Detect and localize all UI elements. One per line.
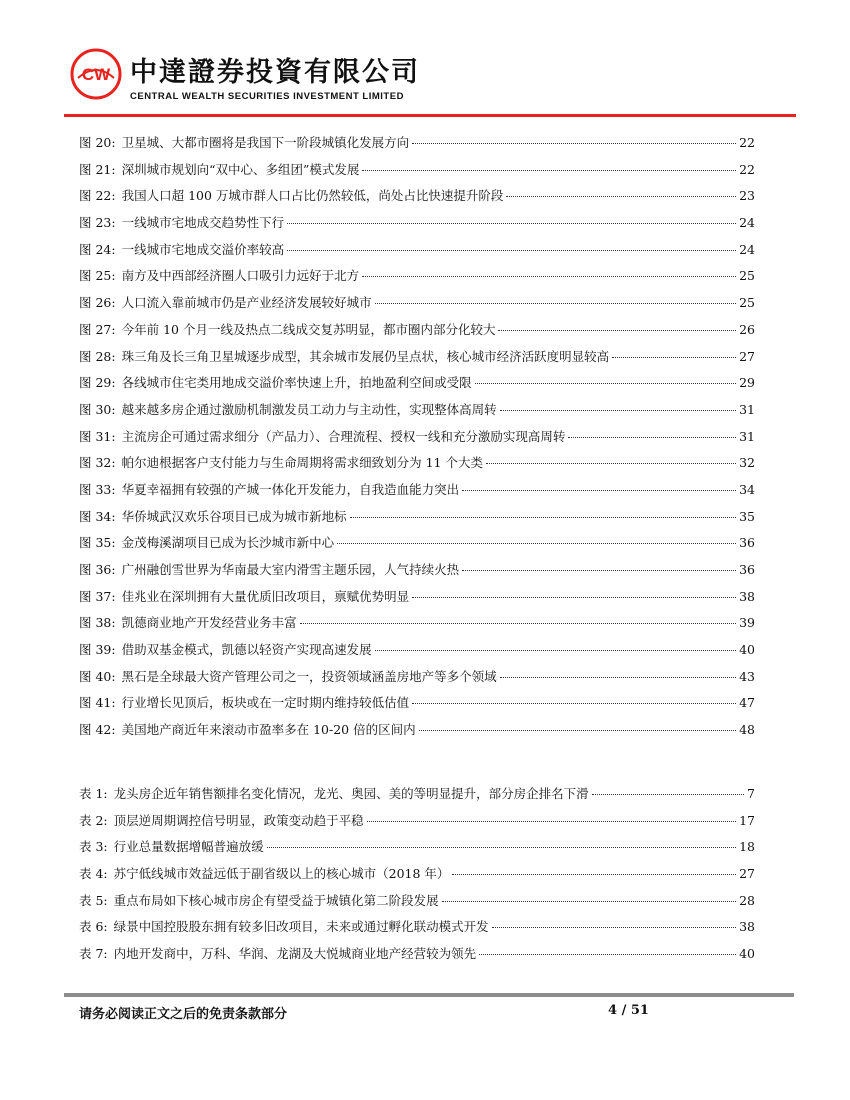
figure-page: 24: [739, 215, 755, 231]
dot-leader: [267, 847, 736, 848]
figure-title: 借助双基金模式，凯德以轻资产实现高速发展: [121, 642, 372, 658]
figure-label: 图 40:: [79, 668, 116, 684]
figure-page: 23: [739, 188, 755, 204]
table-title: 苏宁低线城市效益远低于副省级以上的核心城市（2018 年）: [113, 866, 450, 882]
figure-page: 36: [739, 562, 755, 577]
table-title: 行业总量数据增幅普遍放缓: [113, 839, 264, 855]
figure-label: 图 21:: [79, 161, 116, 177]
figure-title: 金茂梅溪湖项目已成为长沙城市新中心: [121, 535, 335, 551]
table-entry[interactable]: [79, 917, 755, 944]
figure-title: 凯德商业地产开发经营业务丰富: [121, 615, 297, 631]
figure-title: 珠三角及长三角卫星城逐步成型，其余城市发展仍呈点状，核心城市经济活跃度明显较高: [121, 348, 610, 364]
figure-entry[interactable]: [79, 507, 755, 534]
figure-list: [79, 133, 755, 747]
figure-label: 图 30:: [79, 401, 116, 417]
table-title: 顶层逆周期调控信号明显，政策变动趋于平稳: [113, 812, 364, 828]
figure-title: 南方及中西部经济圈人口吸引力远好于北方: [121, 268, 360, 284]
table-label: 表 5:: [79, 892, 108, 908]
figure-label: 图 27:: [79, 321, 116, 337]
figure-entry[interactable]: [79, 293, 755, 320]
figure-title: 一线城市宅地成交趋势性下行: [121, 215, 285, 231]
table-label: 表 7:: [79, 946, 108, 962]
page-header: [0, 0, 850, 120]
dot-leader: [462, 570, 736, 571]
dot-leader: [500, 677, 736, 678]
dot-leader: [442, 901, 736, 902]
figure-page: 48: [739, 722, 755, 738]
dot-leader: [287, 250, 736, 251]
figure-page: 31: [739, 401, 755, 417]
table-title: 龙头房企近年销售额排名变化情况，龙光、奥园、美的等明显提升，部分房企排名下滑: [113, 786, 589, 801]
dot-leader: [375, 650, 736, 651]
figure-label: 图 37:: [79, 588, 116, 604]
figure-entry[interactable]: [79, 133, 755, 160]
company-logo: [70, 48, 122, 100]
figure-entry[interactable]: [79, 160, 755, 187]
table-entry[interactable]: [79, 811, 755, 838]
table-page: 27: [739, 866, 755, 882]
figure-label: 图 34:: [79, 508, 116, 524]
table-entry[interactable]: [79, 784, 755, 811]
dot-leader: [479, 954, 736, 955]
figure-page: 38: [739, 588, 755, 604]
table-entry[interactable]: [79, 864, 755, 891]
table-label: 表 2:: [79, 812, 108, 828]
figure-label: 图 24:: [79, 241, 116, 257]
dot-leader: [412, 597, 736, 598]
figure-label: 图 38:: [79, 615, 116, 631]
figure-title: 帕尔迪根据客户支付能力与生命周期将需求细致划分为 11 个大类: [121, 455, 483, 471]
dot-leader: [350, 517, 736, 518]
dot-leader: [462, 490, 736, 491]
footer-divider: [64, 993, 794, 997]
dot-leader: [486, 463, 736, 464]
figure-entry[interactable]: [79, 533, 755, 560]
figure-entry[interactable]: [79, 693, 755, 720]
company-name-en: CENTRAL WEALTH SECURITIES INVESTMENT LIMITED: [130, 91, 404, 102]
dot-leader: [506, 196, 736, 197]
figure-title: 行业增长见顶后，板块或在一定时期内维持较低估值: [121, 695, 410, 711]
figure-label: 图 39:: [79, 642, 116, 658]
figure-page: 24: [739, 241, 755, 257]
figure-entry[interactable]: [79, 720, 755, 747]
dot-leader: [592, 794, 744, 795]
figure-entry[interactable]: [79, 213, 755, 240]
figure-page: 29: [739, 375, 755, 391]
figure-entry[interactable]: [79, 427, 755, 454]
dot-leader: [337, 543, 736, 544]
table-title: 重点布局如下核心城市房企有望受益于城镇化第二阶段发展: [113, 892, 439, 908]
figure-page: 31: [739, 428, 755, 444]
figure-entry[interactable]: [79, 613, 755, 640]
figure-label: 图 36:: [79, 562, 116, 577]
figure-entry[interactable]: [79, 400, 755, 427]
table-label: 表 6:: [79, 919, 108, 935]
figure-entry[interactable]: [79, 373, 755, 400]
figure-label: 图 35:: [79, 535, 116, 551]
table-label: 表 3:: [79, 839, 108, 855]
figure-page: 26: [739, 321, 755, 337]
figure-title: 深圳城市规划向“双中心、多组团”模式发展: [121, 161, 360, 177]
dot-leader: [287, 223, 736, 224]
figure-label: 图 25:: [79, 268, 116, 284]
dot-leader: [500, 410, 736, 411]
dot-leader: [419, 730, 737, 731]
logo-text: CW: [81, 65, 111, 84]
figure-title: 人口流入靠前城市仍是产业经济发展较好城市: [121, 295, 372, 311]
figure-label: 图 26:: [79, 295, 116, 311]
figure-title: 华侨城武汉欢乐谷项目已成为城市新地标: [121, 508, 347, 524]
figure-title: 各线城市住宅类用地成交溢价率快速上升，拍地盈利空间或受限: [121, 375, 472, 391]
table-page: 28: [739, 892, 755, 908]
figure-label: 图 32:: [79, 455, 116, 471]
figure-label: 图 23:: [79, 215, 116, 231]
dot-leader: [412, 143, 736, 144]
figure-page: 32: [739, 455, 755, 471]
table-page: 18: [739, 839, 755, 855]
figure-title: 一线城市宅地成交溢价率较高: [121, 241, 285, 257]
figure-entry[interactable]: [79, 186, 755, 213]
figure-page: 35: [739, 508, 755, 524]
figure-title: 华夏幸福拥有较强的产城一体化开发能力，自我造血能力突出: [121, 481, 460, 497]
figure-title: 卫星城、大都市圈将是我国下一阶段城镇化发展方向: [121, 135, 410, 150]
table-page: 7: [747, 786, 755, 801]
figure-entry[interactable]: [79, 587, 755, 614]
dot-leader: [375, 303, 736, 304]
table-page: 38: [739, 919, 755, 935]
dot-leader: [300, 623, 736, 624]
figure-label: 图 20:: [79, 135, 116, 150]
figure-title: 主流房企可通过需求细分（产品力）、合理流程、授权一线和充分激励实现高周转: [121, 428, 566, 444]
footer-disclaimer: 请务必阅读正文之后的免责条款部分: [79, 1007, 288, 1022]
figure-title: 越来越多房企通过激励机制激发员工动力与主动性，实现整体高周转: [121, 401, 497, 417]
figure-title: 佳兆业在深圳拥有大量优质旧改项目，禀赋优势明显: [121, 588, 410, 604]
figure-entry[interactable]: [79, 667, 755, 694]
figure-title: 美国地产商近年来滚动市盈率多在 10-20 倍的区间内: [121, 722, 416, 738]
table-page: 17: [739, 812, 755, 828]
table-label: 表 4:: [79, 866, 108, 882]
dot-leader: [492, 927, 736, 928]
page-number: 4 / 51: [608, 1003, 649, 1018]
dot-leader: [612, 357, 736, 358]
figure-label: 图 42:: [79, 722, 116, 738]
figure-title: 我国人口超 100 万城市群人口占比仍然较低，尚处占比快速提升阶段: [121, 188, 504, 204]
figure-page: 39: [739, 615, 755, 631]
figure-label: 图 28:: [79, 348, 116, 364]
figure-page: 25: [739, 295, 755, 311]
figure-page: 22: [739, 161, 755, 177]
table-list: [79, 784, 755, 971]
dot-leader: [452, 874, 736, 875]
figure-title: 今年前 10 个月一线及热点二线成交复苏明显，都市圈内部分化较大: [121, 321, 496, 337]
figure-entry[interactable]: [79, 240, 755, 267]
dot-leader: [362, 276, 736, 277]
figure-page: 22: [739, 135, 755, 150]
figure-label: 图 33:: [79, 481, 116, 497]
figure-title: 黑石是全球最大资产管理公司之一，投资领域涵盖房地产等多个领域: [121, 668, 497, 684]
figure-entry[interactable]: [79, 347, 755, 374]
figure-entry[interactable]: [79, 480, 755, 507]
figure-entry[interactable]: [79, 640, 755, 667]
figure-entry[interactable]: [79, 560, 755, 587]
figure-page: 40: [739, 642, 755, 658]
figure-page: 36: [739, 535, 755, 551]
figure-label: 图 31:: [79, 428, 116, 444]
figure-title: 广州融创雪世界为华南最大室内滑雪主题乐园，人气持续火热: [121, 562, 460, 577]
figure-page: 47: [739, 695, 755, 711]
dot-leader: [367, 821, 736, 822]
table-entry[interactable]: [79, 944, 755, 971]
dot-leader: [475, 383, 736, 384]
table-label: 表 1:: [79, 786, 108, 801]
header-divider: [64, 114, 796, 117]
figure-entry[interactable]: [79, 320, 755, 347]
dot-leader: [362, 170, 736, 171]
figure-label: 图 41:: [79, 695, 116, 711]
table-page: 40: [739, 946, 755, 962]
figure-page: 34: [739, 481, 755, 497]
figure-page: 27: [739, 348, 755, 364]
figure-entry[interactable]: [79, 453, 755, 480]
table-entry[interactable]: [79, 837, 755, 864]
table-title: 内地开发商中，万科、华润、龙湖及大悦城商业地产经营较为领先: [113, 946, 477, 962]
figure-entry[interactable]: [79, 266, 755, 293]
dot-leader: [568, 437, 736, 438]
figure-page: 43: [739, 668, 755, 684]
dot-leader: [412, 703, 736, 704]
figure-label: 图 29:: [79, 375, 116, 391]
dot-leader: [498, 330, 736, 331]
table-entry[interactable]: [79, 891, 755, 918]
table-title: 绿景中国控股股东拥有较多旧改项目，未来或通过孵化联动模式开发: [113, 919, 489, 935]
company-name-cn: 中達證券投資有限公司: [130, 57, 420, 88]
figure-label: 图 22:: [79, 188, 116, 204]
figure-page: 25: [739, 268, 755, 284]
